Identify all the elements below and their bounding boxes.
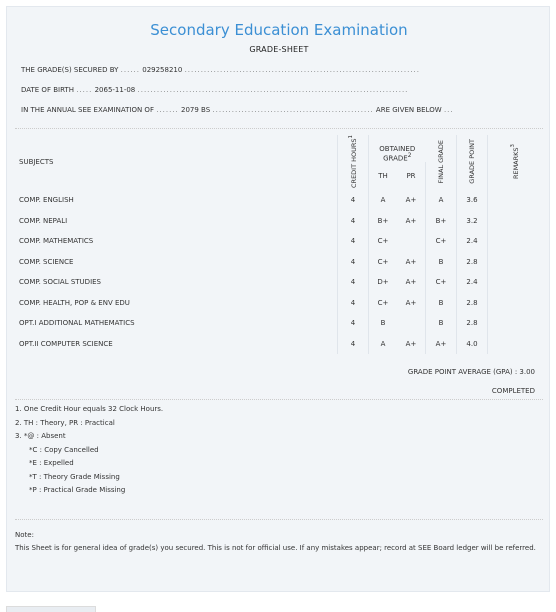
bottom-tab[interactable] bbox=[6, 606, 96, 612]
grades-table bbox=[15, 135, 543, 354]
credit-hours-cell: 4 bbox=[338, 272, 369, 293]
practical-grade-cell: A+ bbox=[397, 272, 426, 293]
grade-sheet-heading: GRADE-SHEET bbox=[249, 45, 309, 54]
exam-label: IN THE ANNUAL SEE EXAMINATION OF bbox=[21, 106, 154, 114]
credit-hours-cell: 4 bbox=[338, 251, 369, 272]
table-row bbox=[15, 231, 543, 252]
dot-leader: ... bbox=[443, 106, 454, 114]
theory-grade-cell: C+ bbox=[377, 298, 389, 307]
subject-cell: OPT.II COMPUTER SCIENCE bbox=[15, 333, 338, 354]
theory-grade-cell: C+ bbox=[377, 257, 389, 266]
table-header-row bbox=[15, 135, 543, 162]
dot-leader: ...... bbox=[120, 66, 140, 74]
grade-point-cell: 2.4 bbox=[457, 231, 488, 252]
theory-grade-cell: A bbox=[380, 339, 386, 348]
final-grade-cell: B bbox=[426, 313, 457, 334]
divider bbox=[15, 519, 543, 520]
final-grade-cell: A bbox=[426, 190, 457, 211]
gpa-summary: GRADE POINT AVERAGE (GPA) : 3.00 bbox=[407, 368, 535, 376]
subjects-header: SUBJECTS bbox=[15, 135, 338, 190]
theory-grade-cell: C+ bbox=[377, 237, 389, 246]
grade-point-cell: 3.2 bbox=[457, 210, 488, 231]
dob-value: 2065-11-08 bbox=[94, 86, 136, 94]
footnote: 2. TH : Theory, PR : Practical bbox=[15, 418, 115, 427]
remarks-cell bbox=[488, 251, 544, 272]
subject-cell: COMP. NEPALI bbox=[15, 210, 338, 231]
remarks-header: REMARKS$^3$ bbox=[510, 143, 521, 180]
remarks-cell bbox=[488, 292, 544, 313]
final-grade-cell: B bbox=[426, 292, 457, 313]
table-row bbox=[15, 190, 543, 211]
grade-point-cell: 2.8 bbox=[457, 313, 488, 334]
divider bbox=[15, 128, 543, 129]
divider bbox=[15, 399, 543, 400]
table-row bbox=[15, 313, 543, 334]
grade-point-cell: 2.4 bbox=[457, 272, 488, 293]
th-header: TH bbox=[378, 172, 388, 181]
dot-leader: ....... bbox=[156, 106, 179, 114]
grade-sheet bbox=[6, 6, 550, 592]
practical-grade-cell: A+ bbox=[397, 190, 426, 211]
note-label: Note: bbox=[15, 531, 34, 539]
subject-cell: COMP. MATHEMATICS bbox=[15, 231, 338, 252]
footnote: 3. *@ : Absent bbox=[15, 432, 66, 440]
remarks-cell bbox=[488, 210, 544, 231]
grade-point-cell: 2.8 bbox=[457, 251, 488, 272]
dob-label: DATE OF BIRTH bbox=[21, 86, 74, 94]
practical-grade-cell: A+ bbox=[397, 333, 426, 354]
grade-point-cell: 4.0 bbox=[457, 333, 488, 354]
remarks-cell bbox=[488, 272, 544, 293]
credit-hours-cell: 4 bbox=[338, 231, 369, 252]
note-section bbox=[15, 529, 543, 555]
footnote: *E : Expelled bbox=[29, 459, 74, 467]
grade-point-cell: 3.6 bbox=[457, 190, 488, 211]
practical-grade-cell bbox=[397, 231, 426, 252]
remarks-cell bbox=[488, 333, 544, 354]
table-row bbox=[15, 292, 543, 313]
pr-header: PR bbox=[397, 162, 426, 190]
table-row bbox=[15, 272, 543, 293]
subject-cell: COMP. HEALTH, POP & ENV EDU bbox=[15, 292, 338, 313]
final-grade-cell: C+ bbox=[426, 272, 457, 293]
remarks-cell bbox=[488, 231, 544, 252]
dot-leader: ......................................................................... bbox=[184, 66, 420, 74]
practical-grade-cell: A+ bbox=[397, 292, 426, 313]
credit-hours-cell: 4 bbox=[338, 190, 369, 211]
grade-point-cell: 2.8 bbox=[457, 292, 488, 313]
table-row bbox=[15, 333, 543, 354]
theory-grade-cell: D+ bbox=[377, 278, 389, 287]
footnotes bbox=[15, 403, 163, 498]
dob-line bbox=[21, 86, 408, 94]
footnote: *T : Theory Grade Missing bbox=[29, 472, 120, 481]
note-text: This Sheet is for general idea of grade(s) you secured. This is not for official use. If any mistakes appear; record at SEE Board ledger will be referred. bbox=[15, 544, 536, 552]
symbol-number: 029258210 bbox=[142, 66, 183, 74]
credit-hours-cell: 4 bbox=[338, 210, 369, 231]
credit-hours-cell: 4 bbox=[338, 292, 369, 313]
secured-by-label: THE GRADE(S) SECURED BY bbox=[21, 66, 119, 74]
footnote: 1. One Credit Hour equals 32 Clock Hours. bbox=[15, 405, 164, 413]
exam-line bbox=[21, 106, 454, 114]
theory-grade-cell: A bbox=[380, 196, 386, 205]
final-grade-header: FINAL GRADE bbox=[426, 135, 457, 190]
credit-hours-cell: 4 bbox=[338, 333, 369, 354]
exam-title: Secondary Education Examination bbox=[150, 21, 408, 39]
subject-cell: COMP. SCIENCE bbox=[15, 251, 338, 272]
credit-hours-header: CREDIT HOURS$^1$ bbox=[338, 135, 369, 190]
practical-grade-cell: A+ bbox=[397, 251, 426, 272]
secured-by-line bbox=[21, 66, 420, 74]
theory-grade-cell: B bbox=[380, 319, 386, 328]
final-grade-cell: B+ bbox=[426, 210, 457, 231]
footnote: *P : Practical Grade Missing bbox=[29, 486, 126, 494]
table-row bbox=[15, 210, 543, 231]
remarks-cell bbox=[488, 313, 544, 334]
footnote: *C : Copy Cancelled bbox=[29, 445, 99, 454]
credit-hours-cell: 4 bbox=[338, 313, 369, 334]
exam-year: 2079 BS bbox=[181, 106, 211, 114]
grade-point-header: GRADE POINT bbox=[457, 135, 488, 190]
obtained-grade-header: OBTAINED GRADE$^2$ bbox=[379, 145, 416, 163]
subject-cell: COMP. SOCIAL STUDIES bbox=[15, 272, 338, 293]
final-grade-cell: C+ bbox=[426, 231, 457, 252]
practical-grade-cell: A+ bbox=[397, 210, 426, 231]
exam-suffix: ARE GIVEN BELOW bbox=[375, 106, 442, 114]
dot-leader: .................................................. bbox=[212, 106, 374, 114]
status-label: COMPLETED bbox=[491, 387, 535, 395]
theory-grade-cell: B+ bbox=[377, 216, 389, 225]
dot-leader: .................................................................................... bbox=[137, 86, 409, 94]
final-grade-cell: B bbox=[426, 251, 457, 272]
subject-cell: OPT.I ADDITIONAL MATHEMATICS bbox=[15, 313, 338, 334]
dot-leader: ..... bbox=[76, 86, 93, 94]
subject-cell: COMP. ENGLISH bbox=[15, 190, 338, 211]
remarks-cell bbox=[488, 190, 544, 211]
table-row bbox=[15, 251, 543, 272]
practical-grade-cell bbox=[397, 313, 426, 334]
final-grade-cell: A+ bbox=[426, 333, 457, 354]
